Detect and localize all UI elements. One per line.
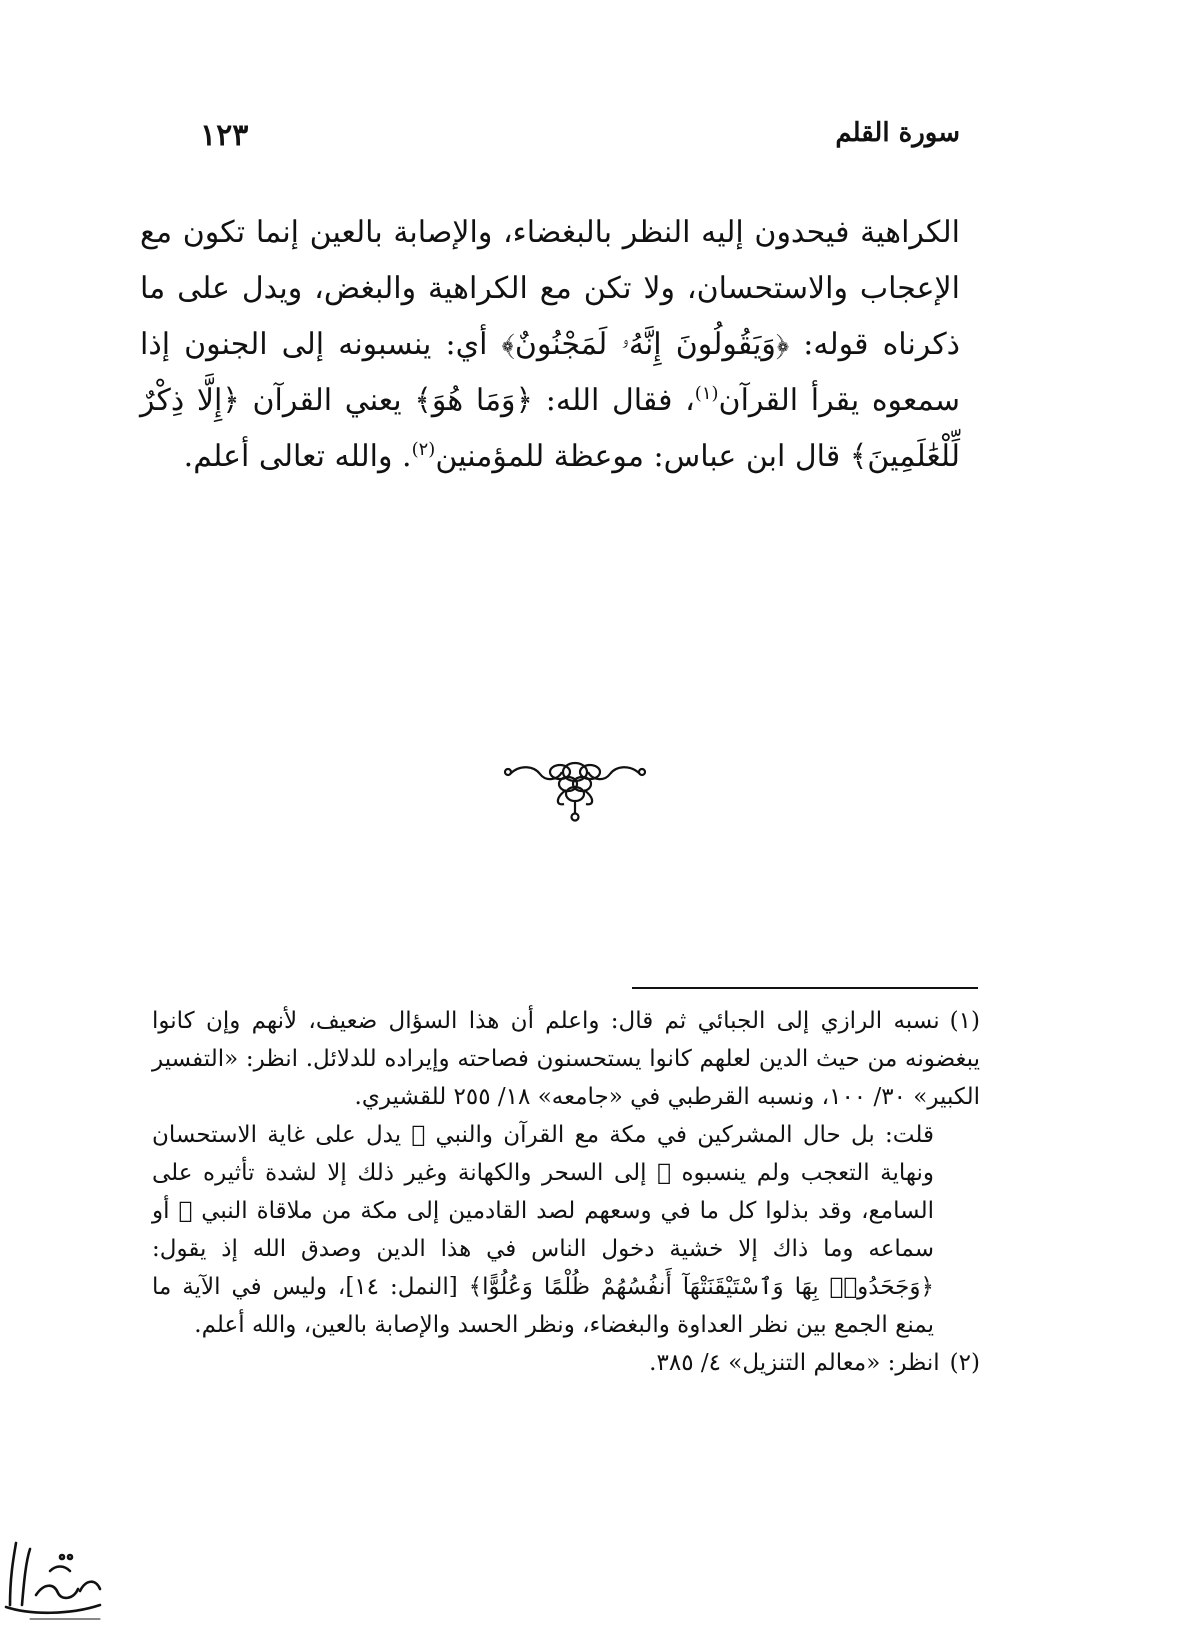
footnote-number-1: (١) <box>949 1008 980 1034</box>
footnote-1-comment: قلت: بل حال المشركين في مكة مع القرآن والنبي ﷺ يدل على غاية الاستحسان ونهاية التعجب ولم ينسبوه ﷺ إلى السحر والكهانة وغير ذلك إلا لشدة تأثيره على السامع، وقد بذلوا كل ما في وسعهم لصد القادمين إلى مكة من ملاقاة النبي ﷺ أو سماعه وما ذاك إلا خشية دخول الناس في هذا الدين وصدق الله إذ يقول: ﴿وَجَحَدُوا۟ بِهَا وَٱسْتَيْقَنَتْهَآ أَنفُسُهُمْ ظُلْمًا وَعُلُوًّا﴾ [النمل: ١٤]، وليس في الآية ما يمنع الجمع بين نظر العداوة والبغضاء، ونظر الحسد والإصابة بالعين، والله أعلم. <box>152 1122 934 1338</box>
footnote-separator <box>632 987 978 989</box>
footnote-ref-2[interactable]: (٢) <box>411 439 436 460</box>
main-paragraph <box>140 205 960 485</box>
footnote-number-2: (٢) <box>949 1350 980 1376</box>
footnote-1 <box>152 1002 980 1116</box>
main-text-part-2: ، فقال الله: ﴿وَمَا هُوَ﴾ يعني القرآن ﴿إِلَّا ذِكْرٌ لِّلْعَٰلَمِينَ﴾ قال ابن عباس: موعظة للمؤمنين <box>140 383 960 474</box>
page-number: ١٢٣ <box>200 118 249 153</box>
main-text <box>140 205 960 485</box>
main-text-part-1: الكراهية فيحدون إليه النظر بالبغضاء، والإصابة بالعين إنما تكون مع الإعجاب والاستحسان، ولا تكن مع الكراهية والبغض، ويدل على ما ذكرناه قوله: ﴿وَيَقُولُونَ إِنَّهُۥ لَمَجْنُونٌ﴾ أي: ينسبونه إلى الجنون إذا سمعوه يقرأ القرآن <box>140 215 960 418</box>
main-text-part-3: . والله تعالى أعلم. <box>183 439 412 474</box>
calligraphy-logo-icon <box>0 1535 110 1625</box>
ornament-flourish-icon <box>500 760 650 830</box>
footnote-2-text: انظر: «معالم التنزيل» ٤/ ٣٨٥. <box>649 1350 940 1376</box>
footnote-1-text: نسبه الرازي إلى الجبائي ثم قال: واعلم أن هذا السؤال ضعيف، لأنهم وإن كانوا يبغضونه من حيث الدين لعلهم كانوا يستحسنون فصاحته وإيراده للدلائل. انظر: «التفسير الكبير» ٣٠/ ١٠٠، ونسبه القرطبي في «جامعه» ١٨/ ٢٥٥ للقشيري. <box>152 1008 980 1110</box>
surah-title: سورة القلم <box>835 118 960 148</box>
footnote-ref-1[interactable]: (١) <box>694 383 719 404</box>
footnotes <box>152 1002 980 1382</box>
page-header <box>200 118 960 168</box>
footnote-2 <box>152 1344 980 1382</box>
